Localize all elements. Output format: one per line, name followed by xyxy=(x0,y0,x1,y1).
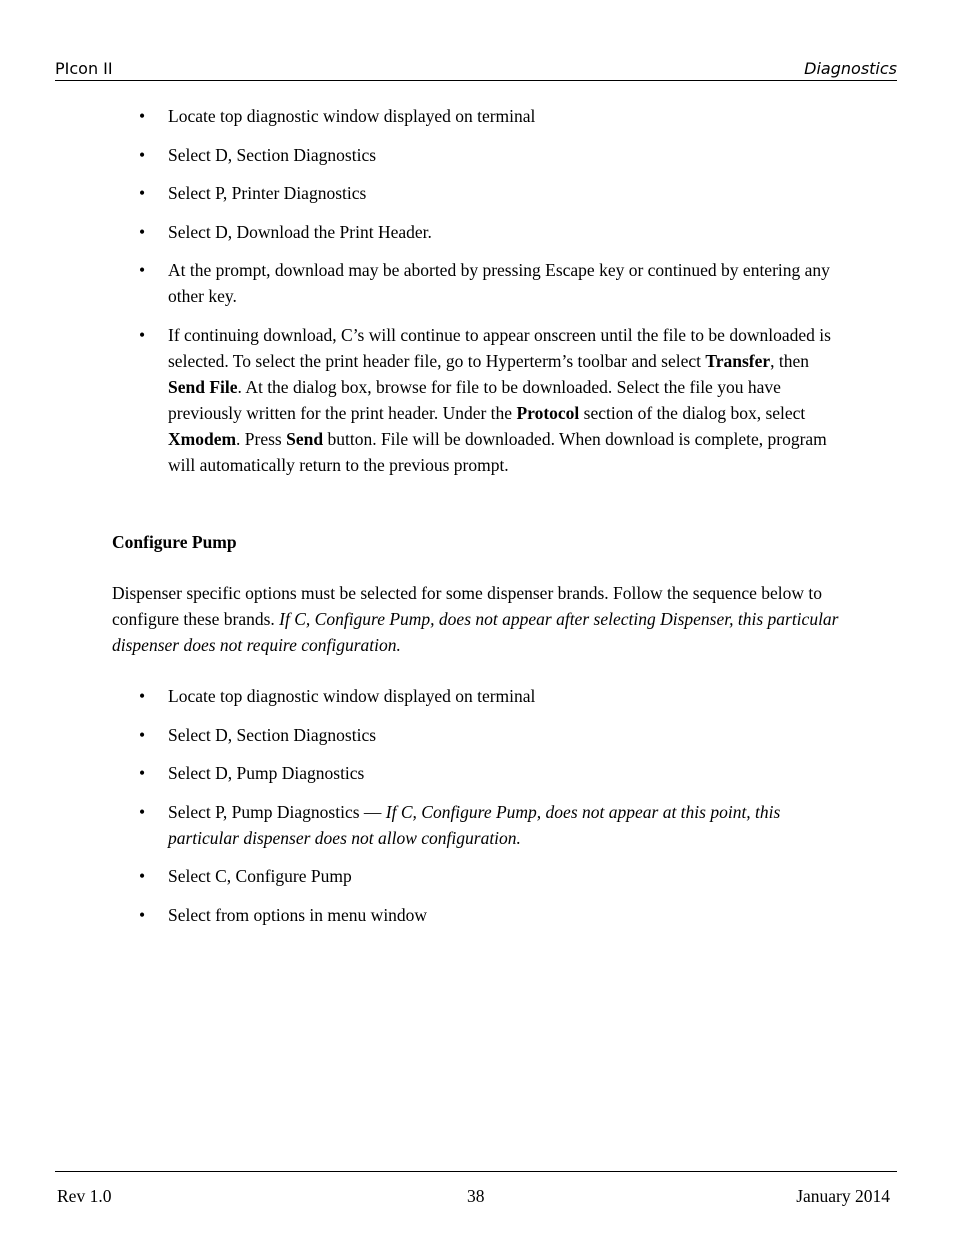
header-section: Diagnostics xyxy=(804,59,897,78)
section-heading: Configure Pump xyxy=(112,532,237,552)
list-item-text: Select D, Section Diagnostics xyxy=(168,724,377,745)
italic-note: If C, Configure Pump, does not appear at this point, this particular dispenser does not allow configuration. xyxy=(168,801,781,848)
text-run: section of the dialog box, select xyxy=(579,402,806,423)
list-item-text: Locate top diagnostic window displayed on terminal xyxy=(168,106,536,126)
text-run: Select P, Pump Diagnostics — xyxy=(168,801,386,822)
configure-intro-paragraph xyxy=(112,580,847,658)
footer-date: January 2014 xyxy=(796,1186,890,1206)
footer-revision: Rev 1.0 xyxy=(57,1186,112,1206)
bold-protocol: Protocol xyxy=(516,402,580,423)
footer-page-number: 38 xyxy=(467,1186,485,1206)
list-item xyxy=(0,863,954,889)
italic-note: If C, Configure Pump, does not appear after selecting Dispenser, this particular dispenser does not require configuration. xyxy=(112,609,839,655)
list-item xyxy=(0,683,954,709)
bullet: • xyxy=(139,144,146,165)
list-item-text: Select D, Download the Print Header. xyxy=(168,221,432,242)
bold-send: Send xyxy=(286,428,324,449)
list-item-text xyxy=(168,802,780,848)
list-item xyxy=(0,142,954,168)
header-product: PIcon II xyxy=(55,59,113,78)
list-item-text xyxy=(168,325,831,475)
bullet: • xyxy=(139,260,146,280)
bold-transfer: Transfer xyxy=(705,350,771,371)
bullet: • xyxy=(139,106,146,126)
list-item-text: Select from options in menu window xyxy=(168,904,428,925)
download-steps-list xyxy=(0,103,954,490)
bold-send-file: Send File xyxy=(168,376,238,397)
list-item xyxy=(0,722,954,748)
list-item-text: At the prompt, download may be aborted by pressing Escape key or continued by entering any other key. xyxy=(168,260,830,306)
list-item xyxy=(0,799,954,851)
list-item-text: Select C, Configure Pump xyxy=(168,866,352,886)
list-item xyxy=(0,322,954,478)
list-item-text: Select P, Printer Diagnostics xyxy=(168,183,367,203)
bullet: • xyxy=(139,904,146,925)
list-item-text: Locate top diagnostic window displayed on terminal xyxy=(168,686,536,706)
bullet: • xyxy=(139,324,146,345)
list-item xyxy=(0,902,954,928)
page-header xyxy=(55,58,897,81)
bold-xmodem: Xmodem xyxy=(168,428,237,449)
text-run: button. File will be downloaded. When download is complete, program will automatically return to the previous prompt. xyxy=(168,428,827,475)
list-item-text: Select D, Section Diagnostics xyxy=(168,144,377,165)
footer-divider xyxy=(55,1171,897,1172)
list-item xyxy=(0,103,954,129)
text-run: If continuing download, C’s will continue to appear onscreen until the file to be downloaded is selected. To select the print header file, go to Hyperterm’s toolbar and select xyxy=(168,324,831,371)
list-item xyxy=(0,180,954,206)
list-item xyxy=(0,257,954,309)
configure-steps-list xyxy=(0,683,954,940)
text-run: . At the dialog box, browse for file to be downloaded. Select the file you have previously written for the print header. Under the xyxy=(168,376,781,423)
bullet: • xyxy=(139,724,146,745)
bullet: • xyxy=(139,801,146,822)
bullet: • xyxy=(139,221,146,242)
list-item xyxy=(0,760,954,786)
bullet: • xyxy=(139,866,146,886)
bullet: • xyxy=(139,763,146,783)
text-run: , then xyxy=(770,350,810,371)
list-item xyxy=(0,219,954,245)
list-item-text: Select D, Pump Diagnostics xyxy=(168,763,365,783)
bullet: • xyxy=(139,183,146,203)
bullet: • xyxy=(139,686,146,706)
text-run: Dispenser specific options must be selected for some dispenser brands. Follow the sequence below to configure these brands. xyxy=(112,583,823,629)
text-run: . Press xyxy=(236,428,287,449)
